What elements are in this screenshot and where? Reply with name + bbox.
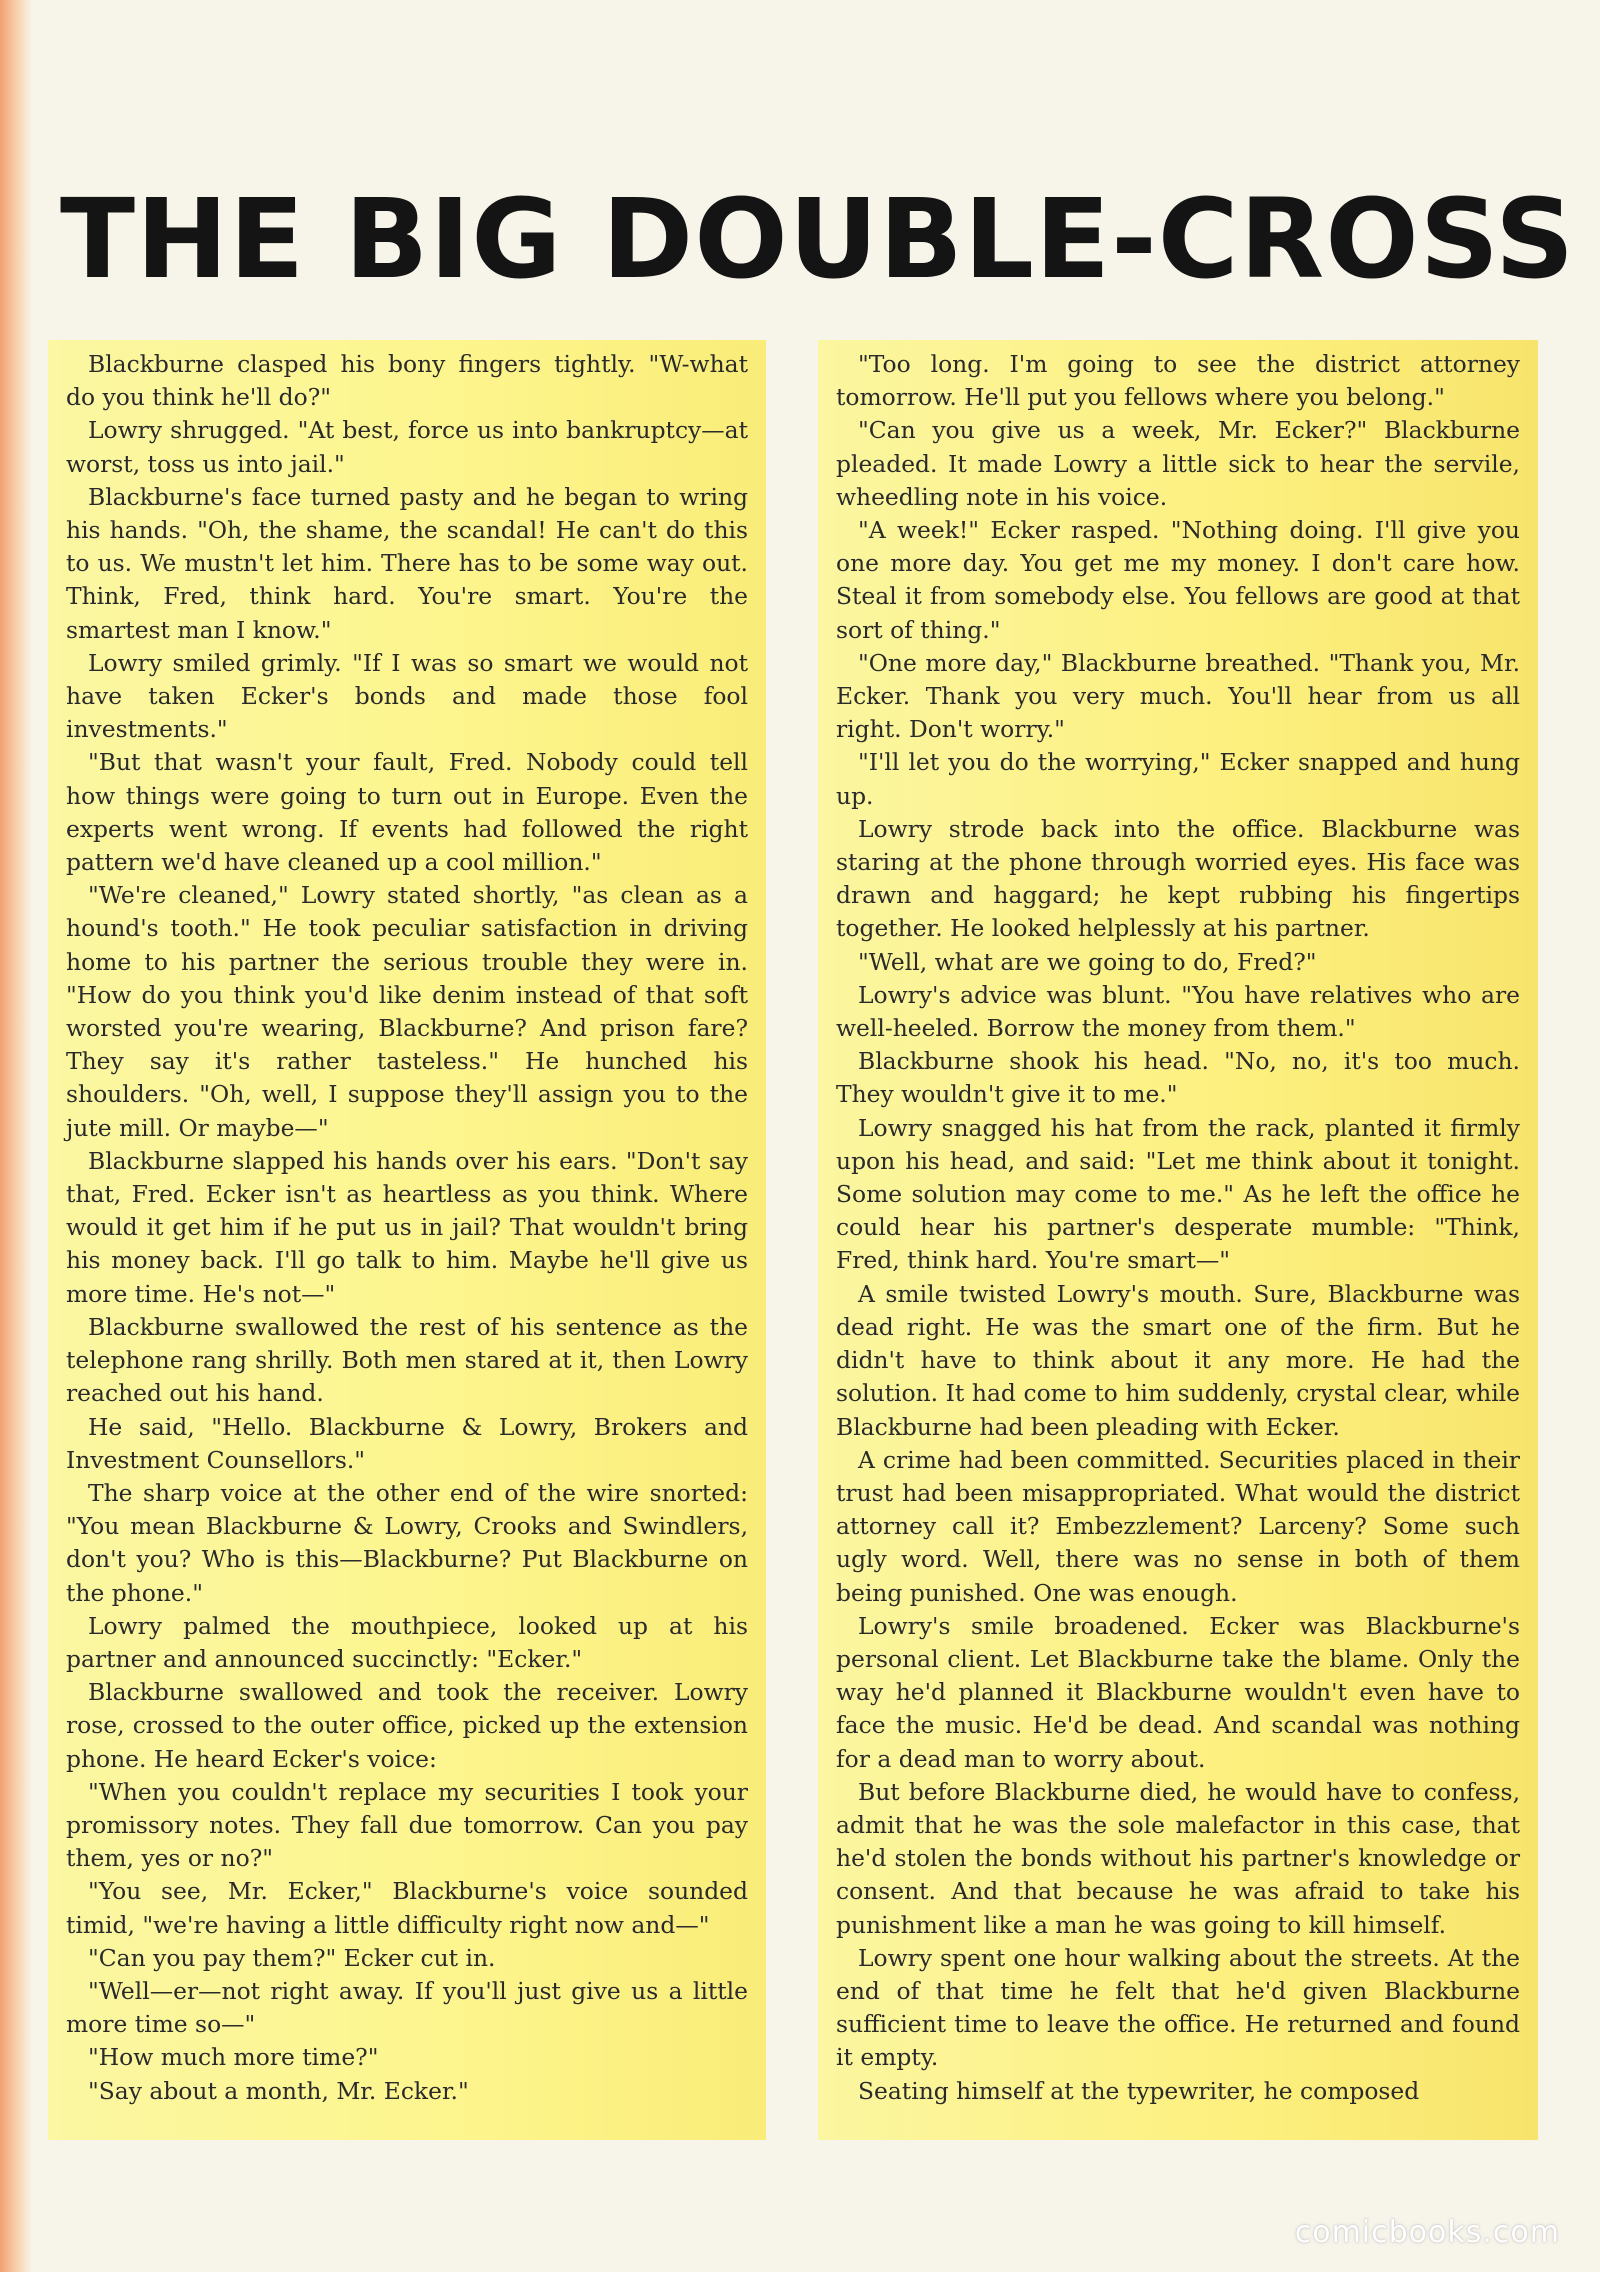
paragraph: "Well—er—not right away. If you'll just give us a little more time so—" [66,1976,748,2039]
paragraph: A smile twisted Lowry's mouth. Sure, Blackburne was dead right. He was the smart one of the firm. But he didn't have to think about it any more. He had the solution. It had come to him suddenly, crystal clear, while Blackburne had been pleading with Ecker. [836,1279,1520,1441]
paragraph: "Well, what are we going to do, Fred?" [858,947,1317,976]
paragraph: But before Blackburne died, he would have to confess, admit that he was the sole malefactor in this case, that he'd stolen the bonds without his partner's knowledge or consent. And that because he was afraid to take his punishment like a man he was going to kill himself. [836,1777,1520,1939]
paragraph: "One more day," Blackburne breathed. "Thank you, Mr. Ecker. Thank you very much. You'll hear from us all right. Don't worry." [836,648,1520,744]
paragraph: Lowry smiled grimly. "If I was so smart we would not have taken Ecker's bonds and made those fool investments." [66,648,748,744]
paragraph: "A week!" Ecker rasped. "Nothing doing. I'll give you one more day. You get me my money. I don't care how. Steal it from somebody else. You fellows are good at that sort of thing." [836,516,1520,644]
paragraph: "You see, Mr. Ecker," Blackburne's voice sounded timid, "we're having a little difficulty right now and—" [66,1877,748,1939]
paragraph: "Can you pay them?" Ecker cut in. [88,1943,496,1972]
paragraph: Lowry shrugged. "At best, force us into bankruptcy—at worst, toss us into jail." [66,416,748,478]
paragraph: Blackburne shook his head. "No, no, it's too much. They wouldn't give it to me." [836,1047,1520,1109]
paragraph: Lowry snagged his hat from the rack, planted it firmly upon his head, and said: "Let me think about it tonight. Some solution may come to me." As he left the office he could hear his partner's desperate mumble: "Think, Fred, think hard. You're smart—" [836,1113,1520,1275]
paragraph: Blackburne's face turned pasty and he began to wring his hands. "Oh, the shame, the scandal! He can't do this to us. We mustn't let him. There has to be some way out. Think, Fred, think hard. You're smart. You're the smartest man I know." [66,482,748,644]
paragraph: Blackburne clasped his bony fingers tightly. "W-what do you think he'll do?" [66,350,748,412]
paragraph: The sharp voice at the other end of the wire snorted: "You mean Blackburne & Lowry, Crooks and Swindlers, don't you? Who is this—Blackburne? Put Blackburne on the phone." [66,1478,748,1607]
paragraph: "Can you give us a week, Mr. Ecker?" Blackburne pleaded. It made Lowry a little sick to hear the servile, wheedling note in his voice. [836,416,1520,511]
right-text-column [818,340,1538,2140]
paragraph: "I'll let you do the worrying," Ecker snapped and hung up. [836,748,1520,810]
paragraph: "We're cleaned," Lowry stated shortly, "as clean as a hound's tooth." He took peculiar satisfaction in driving home to his partner the serious trouble they were in. "How do you think you'd like denim instead of that soft worsted you're wearing, Blackburne? And prison fare? They say it's rather tasteless." He hunched his shoulders. "Oh, well, I suppose they'll assign you to the jute mill. Or maybe—" [66,881,748,1142]
paragraph: He said, "Hello. Blackburne & Lowry, Brokers and Investment Counsellors." [66,1412,748,1474]
paragraph: Lowry's advice was blunt. "You have relatives who are well-heeled. Borrow the money from them." [836,980,1520,1043]
paragraph: Blackburne swallowed and took the receiver. Lowry rose, crossed to the outer office, picked up the extension phone. He heard Ecker's voice: [66,1678,748,1773]
watermark: comicbooks.com [1294,2215,1560,2250]
page-spine-edge [0,0,32,2272]
paragraph: "Too long. I'm going to see the district attorney tomorrow. He'll put you fellows where you belong." [836,350,1520,412]
paragraph: "When you couldn't replace my securities I took your promissory notes. They fall due tomorrow. Can you pay them, yes or no?" [66,1777,748,1873]
paragraph: A crime had been committed. Securities placed in their trust had been misappropriated. What would the district attorney call it? Embezzlement? Larceny? Some such ugly word. Well, there was no sense in both of them being punished. One was enough. [836,1445,1520,1607]
paragraph: "How much more time?" [88,2043,379,2072]
left-text-column [48,340,766,2140]
paragraph: Lowry palmed the mouthpiece, looked up at his partner and announced succinctly: "Ecker." [66,1611,748,1673]
paragraph: Lowry's smile broadened. Ecker was Blackburne's personal client. Let Blackburne take the blame. Only the way he'd planned it Blackburne wouldn't even have to face the music. He'd be dead. And scandal was nothing for a dead man to worry about. [836,1611,1520,1773]
story-title: THE BIG DOUBLE-CROSS [60,174,1576,303]
paragraph: Blackburne slapped his hands over his ears. "Don't say that, Fred. Ecker isn't as heartless as you think. Where would it get him if he put us in jail? That wouldn't bring his money back. I'll go talk to him. Maybe he'll give us more time. He's not—" [66,1146,748,1308]
paragraph: Blackburne swallowed the rest of his sentence as the telephone rang shrilly. Both men stared at it, then Lowry reached out his hand. [66,1312,748,1408]
paragraph: Seating himself at the typewriter, he composed [858,2076,1420,2105]
paragraph: Lowry spent one hour walking about the streets. At the end of that time he felt that he'd given Blackburne sufficient time to leave the office. He returned and found it empty. [836,1943,1520,2072]
paragraph: "But that wasn't your fault, Fred. Nobody could tell how things were going to turn out in Europe. Even the experts went wrong. If events had followed the right pattern we'd have cleaned up a cool million." [66,748,748,877]
paragraph: "Say about a month, Mr. Ecker." [88,2076,469,2105]
paragraph: Lowry strode back into the office. Blackburne was staring at the phone through worried eyes. His face was drawn and haggard; he kept rubbing his fingertips together. He looked helplessly at his partner. [836,814,1520,943]
